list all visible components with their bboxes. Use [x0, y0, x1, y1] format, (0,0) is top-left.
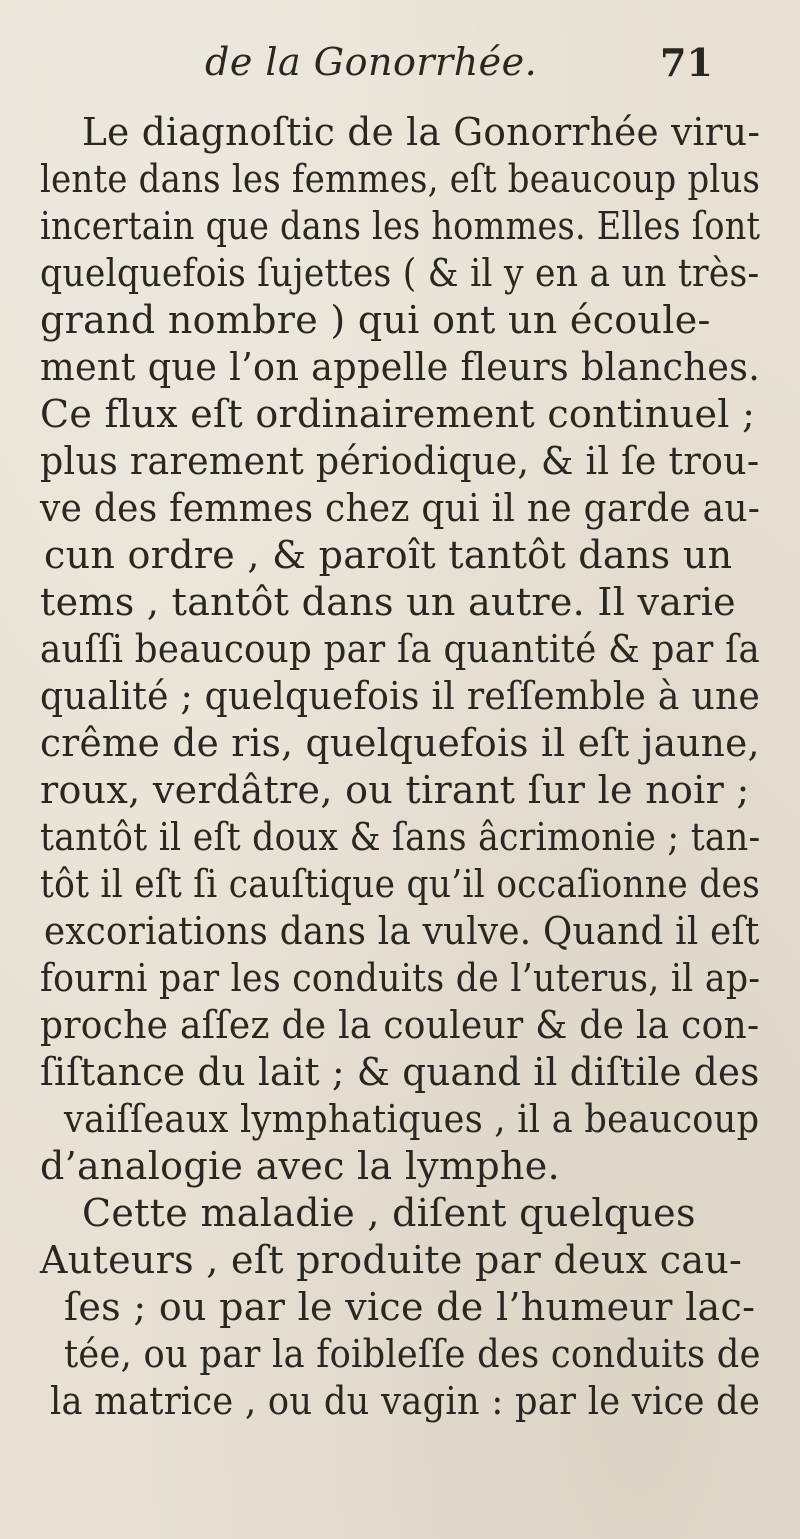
text-line: Cette maladie , diſent quelques — [82, 1191, 696, 1235]
text-line: qualité ; quelquefois il reſſemble à une — [40, 674, 761, 718]
text-line: crême de ris, quelquefois il eſt jaune, — [40, 721, 760, 765]
text-line: auſſi beaucoup par ſa quantité & par ſa — [40, 627, 761, 671]
text-line: tems , tantôt dans un autre. Il varie — [40, 580, 736, 624]
text-line: roux, verdâtre, ou tirant ſur le noir ; — [40, 768, 750, 812]
text-line: ve des femmes chez qui il ne garde au- — [40, 486, 761, 530]
text-line: grand nombre ) qui ont un écoule- — [40, 298, 711, 342]
text-line: ſiſtance du lait ; & quand il diſtile des — [40, 1050, 760, 1094]
text-line: lente dans les femmes, eſt beaucoup plus — [40, 157, 761, 201]
text-line: tantôt il eſt doux & ſans âcrimonie ; tan- — [40, 815, 761, 859]
text-line: incertain que dans les hommes. Elles ſont — [40, 204, 761, 248]
text-line: ment que l’on appelle fleurs blanches. — [40, 345, 761, 389]
text-line: Le diagnoſtic de la Gonorrhée viru- — [82, 110, 761, 154]
text-line: tée, ou par la foibleſſe des conduits de — [64, 1332, 761, 1376]
running-head: de la Gonorrhée. — [205, 40, 538, 84]
text-line: tôt il eſt ſi cauſtique qu’il occaſionne des — [40, 862, 761, 906]
text-line: cun ordre , & paroît tantôt dans un — [44, 533, 733, 577]
text-line: Ce flux eſt ordinairement continuel ; — [40, 392, 756, 436]
text-line: quelquefois ſujettes ( & il y en a un très- — [40, 251, 760, 295]
text-line: ſes ; ou par le vice de l’humeur lac- — [64, 1285, 756, 1329]
page-number: 71 — [660, 40, 713, 85]
text-line: fourni par les conduits de l’uterus, il ap- — [40, 956, 761, 1000]
text-line: excoriations dans la vulve. Quand il eſt — [44, 909, 760, 953]
text-line: la matrice , ou du vagin : par le vice de — [50, 1379, 761, 1423]
text-line: Auteurs , eſt produite par deux cau- — [40, 1238, 743, 1282]
text-line: plus rarement périodique, & il ſe trou- — [40, 439, 760, 483]
text-line: proche aſſez de la couleur & de la con- — [40, 1003, 760, 1047]
text-line: d’analogie avec la lymphe. — [40, 1144, 560, 1188]
text-line: vaiſſeaux lymphatiques , il a beaucoup — [64, 1097, 760, 1141]
